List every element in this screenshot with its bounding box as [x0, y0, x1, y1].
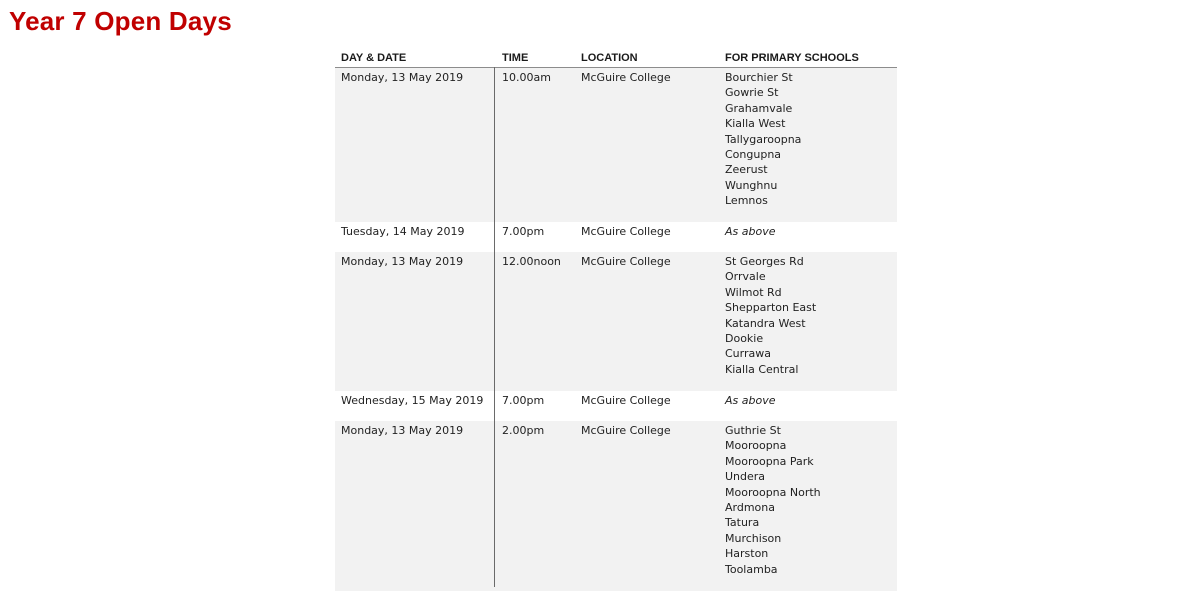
school-item: Harston [725, 547, 769, 561]
row-schools-list [725, 70, 801, 209]
table-row [335, 421, 897, 591]
table-row [335, 252, 897, 391]
school-item: Lemnos [725, 194, 768, 208]
table-header [335, 50, 897, 68]
school-item: Currawa [725, 347, 771, 361]
row-schools-note: As above [725, 394, 776, 407]
row-date: Monday, 13 May 2019 [341, 71, 464, 84]
open-days-table [335, 50, 897, 591]
row-schools-note: As above [725, 225, 776, 238]
row-time: 2.00pm [502, 424, 545, 437]
header-time: TIME [502, 52, 529, 64]
school-item: Gowrie St [725, 86, 779, 100]
row-date: Monday, 13 May 2019 [341, 255, 464, 268]
school-item: Wilmot Rd [725, 285, 782, 299]
row-time: 10.00am [502, 71, 551, 84]
row-location: McGuire College [581, 424, 671, 437]
school-item: Mooroopna [725, 439, 787, 453]
school-item: Congupna [725, 148, 782, 162]
school-item: Orrvale [725, 270, 766, 284]
row-date: Wednesday, 15 May 2019 [341, 394, 484, 407]
school-item: Toolamba [725, 562, 778, 576]
school-item: Dookie [725, 332, 764, 346]
column-divider [494, 67, 495, 587]
row-schools-list [725, 423, 821, 577]
row-schools-list [725, 254, 816, 377]
school-item: Guthrie St [725, 424, 781, 437]
row-location: McGuire College [581, 225, 671, 238]
header-day-date: DAY & DATE [341, 52, 407, 64]
school-item: Katandra West [725, 316, 806, 330]
page-title: Year 7 Open Days [9, 6, 232, 36]
school-item: Kialla West [725, 117, 786, 131]
school-item: Mooroopna Park [725, 454, 814, 468]
header-primary-schools: FOR PRIMARY SCHOOLS [725, 52, 859, 64]
row-date: Tuesday, 14 May 2019 [341, 225, 465, 238]
school-item: Wunghnu [725, 178, 778, 192]
row-time: 7.00pm [502, 225, 545, 238]
school-item: Tallygaroopna [725, 132, 802, 146]
table-row [335, 222, 897, 252]
row-location: McGuire College [581, 255, 671, 268]
row-time: 12.00noon [502, 255, 561, 268]
school-item: Tatura [725, 516, 760, 530]
table-row [335, 391, 897, 421]
row-date: Monday, 13 May 2019 [341, 424, 464, 437]
school-item: Undera [725, 470, 766, 484]
row-location: McGuire College [581, 394, 671, 407]
table-row [335, 68, 897, 222]
row-location: McGuire College [581, 71, 671, 84]
school-item: Murchison [725, 531, 782, 545]
school-item: Bourchier St [725, 71, 793, 84]
header-location: LOCATION [581, 52, 638, 64]
school-item: Grahamvale [725, 101, 793, 115]
school-item: Kialla Central [725, 362, 799, 376]
school-item: Ardmona [725, 501, 775, 515]
school-item: Zeerust [725, 163, 768, 177]
school-item: Mooroopna North [725, 485, 821, 499]
row-time: 7.00pm [502, 394, 545, 407]
school-item: Shepparton East [725, 301, 817, 315]
school-item: St Georges Rd [725, 255, 804, 268]
